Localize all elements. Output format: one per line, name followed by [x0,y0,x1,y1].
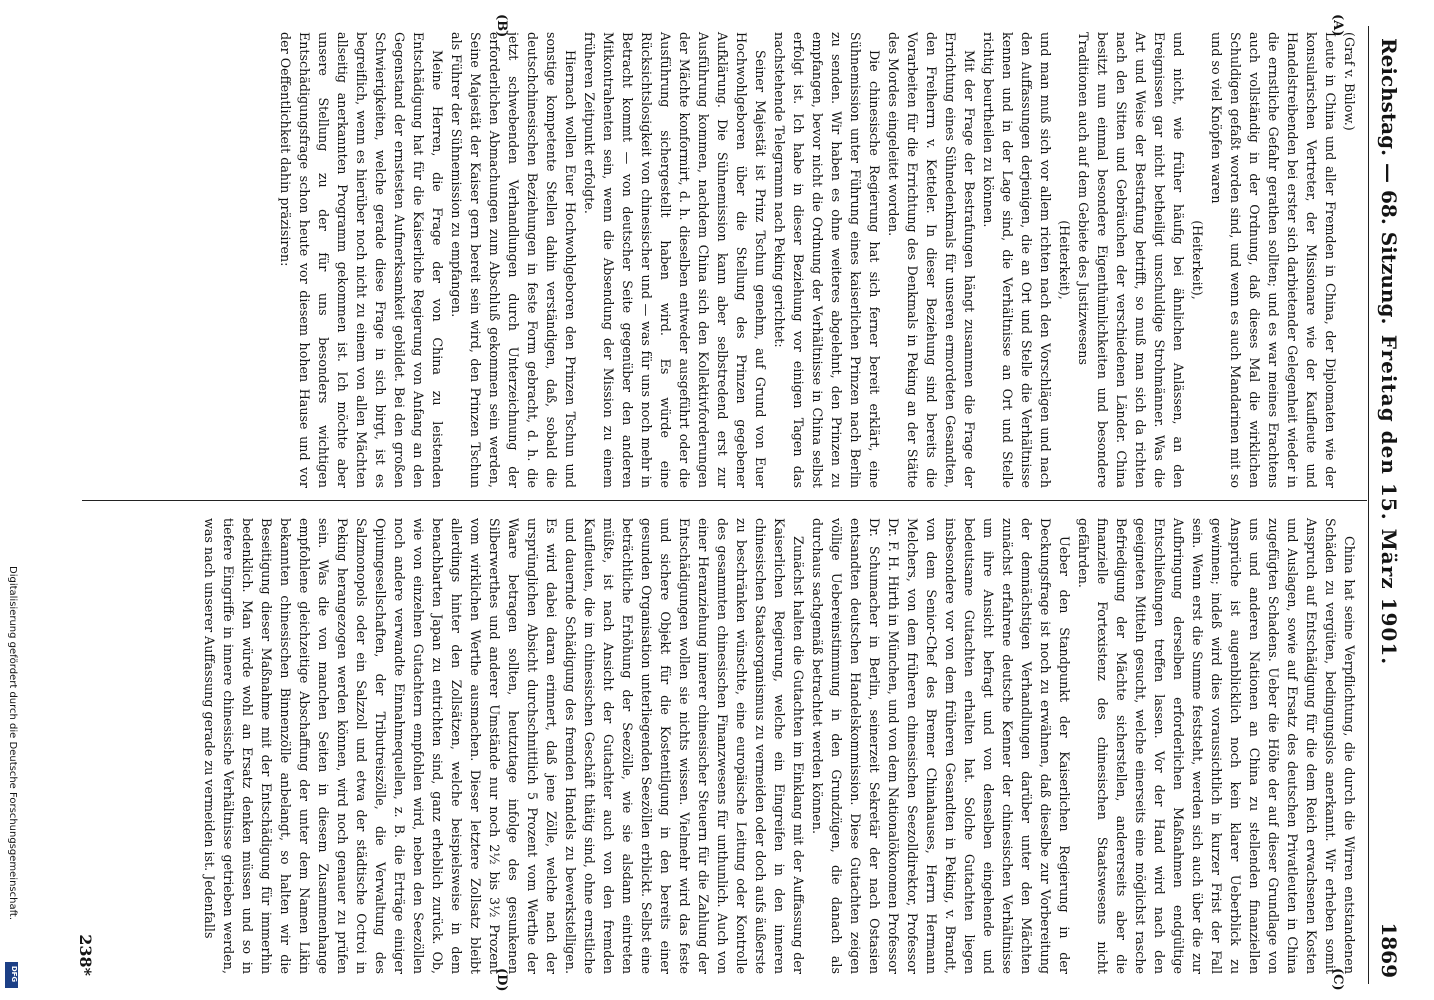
right-text-column [200,518,1359,974]
paragraph: (Heiterkeit), [1057,220,1072,300]
dfg-logo [5,962,18,988]
paragraph: Die chinesische Regierung hat sich ferner bereit erklärt, eine Sühnemission unter Führung eines kaiserlichen Prinzen nach Berlin zu senden. Wir haben es ohne weiteres abgelehnt, den Prinzen zu empfangen, bevor nicht die Ordnung der Verhältnisse in China selbst erfolgt ist. Ich habe in dieser Beziehung vor einigen Tagen das nachstehende Telegramm nach Peking gerichtet: [772,32,882,488]
margin-marker-c: (C) [1330,968,1345,991]
paragraph: Mit der Frage der Bestrafungen hängt zusammen die Frage der Errichtung eines Sühnedenkmals für unseren ermordeten Gesandten, den Freiherrn v. Ketteler. In dieser Beziehung sind bereits die Vorarbeiten für die Errichtung des Denkmals in Peking an der Stätte des Mordes eingeleitet worden. [886,32,977,488]
page-number: 1869 [1377,922,1401,978]
paragraph: China hat seine Verpflichtung, die durch die Wirren entstandenen Schäden zu vergüten, bedingungslos anerkannt. Wir erheben somit Anspruch auf Entschädigung für die dem Reich erwachsenen Kosten und Auslagen, sowie auf Ersatz des deutschen Privatleuten in China zugefügten Schadens. Ueber die Höhe der auf dieser Grundlage von uns und anderen Nationen an China zu stellenden finanziellen Ansprüche ist augenblicklich noch kein klarer Ueberblick zu gewinnen; indeß wird dies voraussichtlich in kurzer Frist der Fall sein. Wenn erst die Summe feststeht, werden sich auch über die zur Aufbringung derselben erforderlichen Maßnahmen endgültige Entschließungen treffen lassen. Vor der Hand wird nach den geeigneten Mitteln gesucht, welche einerseits eine möglichst rasche Befriedigung der Mächte sicherstellen, andererseits aber die finanzielle Fortexistenz des chinesischen Staatswesens nicht gefährden. [1076,518,1357,974]
page-header [1367,16,1411,984]
paragraph: (Heiterkeit), [1190,220,1205,300]
paragraph: und man muß sich vor allem richten nach den Vorschlägen und nach den Auffassungen derjenigen, die an Ort und Stelle die Verhältnisse kennen und in der Lage sind, die Verhältnisse an Ort und Stelle richtig beurtheilen zu können. [981,32,1053,488]
margin-marker-d: (D) [494,968,509,992]
paragraph: Leute in China und aller Fremden in China, der Diplomaten wie der konsularischen Vertreter, der Missionare wie der Kaufleute und Handelstreibenden bei erster sich darbietender Gelegenheit wieder in die ernstliche Gefahr gerathen sollten; und es war meines Erachtens auch vollständig in der Ordnung, daß dieses Mal die wirklichen Schuldigen gefaßt worden sind, und wenn es auch Mandarinen mit so und so viel Knöpfen waren [1209,32,1338,488]
rotated-newspaper-page [35,14,1411,992]
left-text-column [276,32,1359,488]
paragraph: (Graf v. Bülow.) [1342,32,1357,131]
paragraph: Zunächst halten die Gutachten im Einklang mit der Auffassung der Kaiserlichen Regierung, welche ein Eingreifen in den inneren chinesischen Staatsorganismus zu vermeiden oder doch aufs äußerste zu beschränken wünschte, eine europäische Leitung oder Kontrolle des gesammten chinesischen Finanzwesens für unthunlich. Auch von einer Heranziehung innerer chinesischer Steuern für die Zahlung der Entschädigungen wollen sie nichts wissen. Vielmehr wird das feste und sichere Objekt für die Kostentilgung in den bereits einer gesunden Organisation unterliegenden Seezöllen erblickt. Selbst eine beträchtliche Erhöhung der Seezölle, wie sie alsdann eintreten müßte, ist nach Ansicht der Gutachter auch von den fremden Kaufleuten, die im chinesischen Geschäft thätig sind, ohne ernstliche und dauernde Schädigung des fremden Handels zu bewerkstelligen. Es wird dabei daran erinnert, daß jene Zölle, welche nach der ursprünglichen Absicht durchschnittlich 5 Prozent vom Werthe der Waare betragen sollten, heutzutage infolge des gesunkenen Silberwerthes und anderer Umstände nur noch 2½ bis 3½ Prozent vom wirklichen Werthe ausmachen. Dieser letztere Zollsatz bleibt allerdings hinter den Zollsätzen, welche beispielsweise in dem benachbarten Japan zu entrichten sind, ganz erheblich zurück. Ob, wie von einzelnen Gutachtern empfohlen wird, neben den Seezöllen noch andere verwandte Einnahmequellen, z. B. die Erträge einiger Opiumgesellschaften, der Tributreiszölle, die Verwaltung des Salzmonopols oder ein Salzzoll und etwa der städtische Octroi in Peking herangezogen werden können, wird noch genauer zu prüfen sein. Was die von manchen Seiten in diesem Zusammenhange empfohlene gleichzeitige Abschaffung der unter dem Namen Likin bekannten chinesischen Binnenzölle anbelangt, so halten wir die Beseitigung dieser Maßnahme mit der Entschädigung für immerhin bedenklich. Man würde wohl an Ersatz denken müssen und so in tiefere Eingriffe in innere chinesische Verhältnisse getrieben werden, was nach unserer Auffassung gerade zu vermeiden ist. Jedenfalls [202,518,806,974]
header-date: Freitag den 15. März 1901. [1377,334,1401,666]
header-rule [1368,26,1369,984]
paragraph: Hiernach wollen Euer Hochwohlgeboren den Prinzen Tschun und sonstige kompetente Stellen dahin verständigen, daß, sobald die deutschchinesischen Beziehungen in feste Form gebracht, d. h. die jetzt schwebenden Verhandlungen durch Unterzeichnung der erforderlichen Abmachungen zum Abschluß gekommen sein werden, Seine Majestät der Kaiser gern bereit sein wird, den Prinzen Tschun als Führer der Sühnemission zu empfangen. [449,32,578,488]
header-left-title: Reichstag. — 68. Sitzung. [1377,38,1401,325]
paragraph: Meine Herren, die Frage der von China zu leistenden Entschädigung hat für die Kaiserliche Regierung von Anfang an den Gegenstand der ernstesten Aufmerksamkeit gebildet. Bei den großen Schwierigkeiten, welche gerade diese Frage in sich birgt, ist es begreiflich, wenn es hierüber noch nicht zu einem von allen Mächten allseitig anerkannten Programm gekommen ist. Ich möchte aber unsere Stellung zu der für uns besonders wichtigen Entschädigungsfrage schon heute vor diesem hohen Hause und vor der Oeffentlichkeit dahin präzisiren: [278,32,445,488]
column-divider [82,500,1367,501]
paragraph: Ueber den Standpunkt der Kaiserlichen Regierung in der Deckungsfrage ist noch zu erwähnen, daß dieselbe zur Vorbereitung der demnächstigen Verhandlungen darüber unter den Mächten zunächst erfahrene deutsche Kenner der chinesischen Verhältnisse um ihre Ansicht befragt und von denselben eingehende und bedeutsame Gutachten erhalten hat. Solche Gutachten liegen insbesondere vor von dem früheren Gesandten in Peking, v. Brandt, von dem Senior-Chef des Bremer Chinahauses, Herrn Hermann Melchers, von dem früheren chinesischen Seezolldirektor, Professor Dr. F. H. Hirth in München, und von dem Nationalökonomen Professor Dr. Schumacher in Berlin, seinerzeit Sekretär der nach Ostasien entsandten deutschen Handelskommission. Diese Gutachten zeigen völlige Uebereinstimmung in den Grundzügen, die danach als durchaus sachgemäß betrachtet werden können. [810,518,1072,974]
paragraph: Seiner Majestät ist Prinz Tschun genehm, auf Grund von Euer Hochwohlgeboren über die Stellung des Prinzen gegebener Aufklärung. Die Sühnemission kann aber selbstredend erst zur Ausführung kommen, nachdem China sich den Kollektivforderungen der Mächte konformirt, d. h. dieselben entweder ausgeführt oder die Ausführung sichergestellt haben wird. Es würde eine Rücksichtslosigkeit von chinesischer und — was für uns noch mehr in Betracht kommt — von deutscher Seite gegenüber den anderen Mitkontrahenten sein, wenn die Absendung der Mission zu einem früheren Zeitpunkt erfolgte. [582,32,768,488]
margin-marker-a: (A) [1330,14,1345,37]
margin-marker-b: (B) [494,14,509,38]
dfg-logo-text: DFG [10,965,19,983]
digitization-note [6,566,18,986]
signature-mark: 238* [76,934,95,976]
paragraph: und nicht, wie früher häufig bei ähnlichen Anlässen, an den Ereignissen gar nicht betheiligt unschuldige Strohmänner. Was die Art und Weise der Bestrafung betrifft, so muß man sich da richten nach den Sitten und Gebräuchen der verschiedenen Länder. China besitzt nun einmal besondere Eigenthümlichkeiten und besondere Traditionen auch auf dem Gebiete des Justizwesens [1076,32,1186,488]
digitization-note-text: Digitalisierung gefördert durch die Deutsche Forschungsgemeinschaft. [7,566,18,921]
